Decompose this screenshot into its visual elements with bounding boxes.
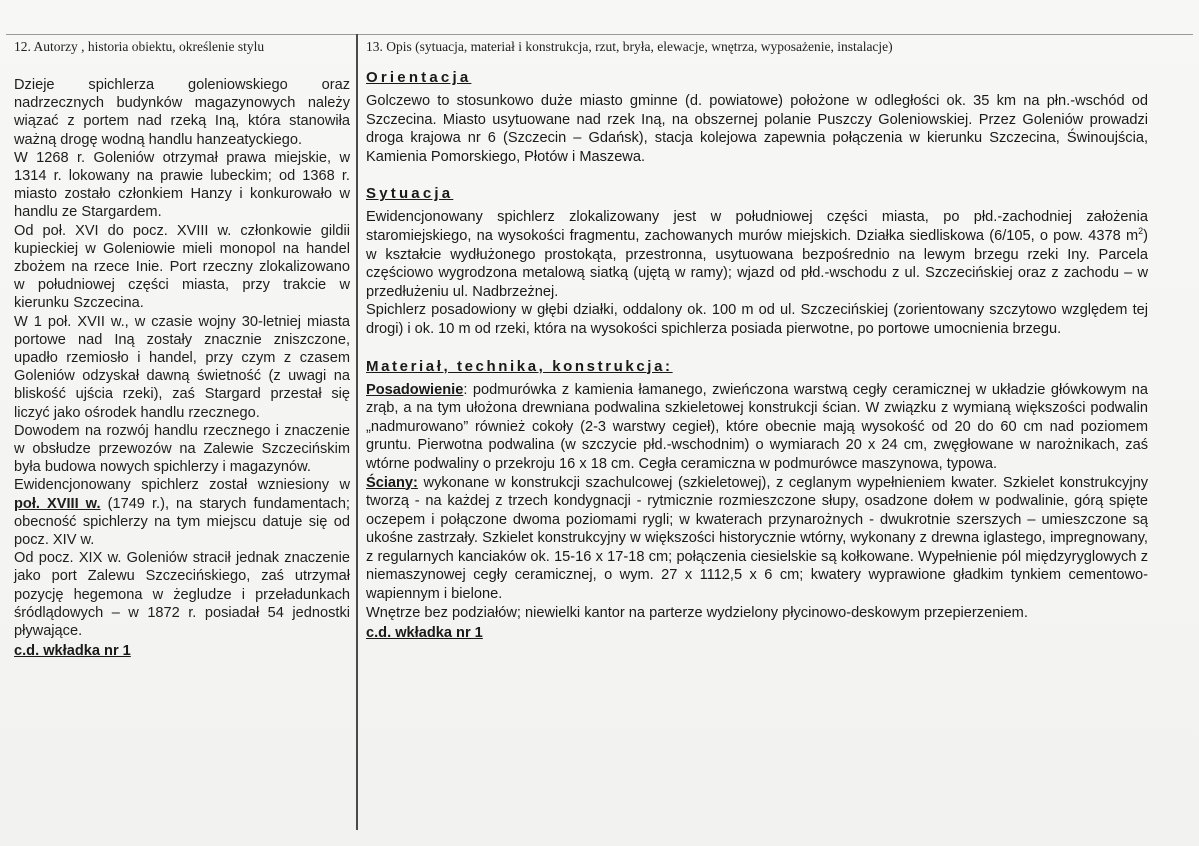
continued-note-left: c.d. wkładka nr 1 [14,643,131,660]
right-column [366,38,1148,642]
posadowienie-paragraph [366,381,1148,474]
history-paragraph: W 1 poł. XVII w., w czasie wojny 30-letniej miasta portowe nad Iną zostały znacznie zniszczone, upadło rzemiosło i handel, przy czym z czasem Goleniów odzyskał dawną świetność (z uwagi na bliskość ujścia rzeki), zaś Stargard przestał się liczyć jako ośrodek handlu rzecznego. [14,313,350,421]
top-rule [6,34,1193,35]
built-date: poł. XVIII w. [14,495,101,512]
history-paragraph: Dowodem na rozwój handlu rzecznego i znaczenie w obsłudze przewozów na Zalewie Szczecińskim była budowa nowych spichlerzy i magazynów. [14,422,350,476]
section-12-header: 12. Autorzy , historia obiektu, określenie stylu [14,39,265,54]
sytuacja-paragraph [366,208,1148,301]
sytuacja-text [366,208,1148,338]
sytuacja-post: ) w kształcie wydłużonego prostokąta, przestronna, usytuowana bezpośrednio na lewym brzegu rzeki Iny. Parcela częściowo wygrodzona metalową siatką (ujętą w ramy); wjazd od płd.-wschodu z ul. Szczecińskiej oraz z zachodu – w przedłużeniu ul. Nadbrzeżnej. [366,227,1148,300]
left-column [14,38,350,660]
history-paragraph: Dzieje spichlerza goleniowskiego oraz nadrzecznych budynków magazynowych należy wiązać z portem nad rzeką Iną, która stanowiła ważną drogę wodną handlu hanzeatyckiego. [14,77,350,148]
sciany-text: wykonane w konstrukcji szachulcowej (szkieletowej), z ceglanym wypełnieniem kwater. Szkielet konstrukcyjny tworzą - na każdej z trzech kondygnacji - rytmicznie rozmieszczone słupy, osadzone dołem w podwalinie, górą spięte oczepem i połączone dwoma poziomami rygli; w kwaterach przynarożnych - dwukrotnie szerszych – umieszczone są ukośne zastrzały. Szkielet konstrukcyjny w większości historycznie wtórny, wykonany z drewna iglastego, impregnowany, z regularnych kanciaków ok. 15-16 x 17-18 cm; połączenia ciesielskie są kołkowane. Wypełnienie pól międzyryglowych z niemaszynowej cegły ceramicznej, o wym. 27 x 1112,5 x 6 cm; kwatery wyprawione gładkim tynkiem cementowo-wapiennym i bielone. [366,474,1148,603]
material-text [366,381,1148,623]
orientacja-text: Golczewo to stosunkowo duże miasto gminne (d. powiatowe) położone w odległości ok. 35 km na płn.-wschód od Szczecina. Miasto usytuowane nad rzek Iną, na obszernej polanie Puszczy Goleniowskiej. Przez Goleniów prowadzi droga krajowa nr 6 (Szczecin – Gdańsk), stacja kolejowa zapewnia połączenia w kierunku Szczecina, Świnoujścia, Kamienia Pomorskiego, Płotów i Maszewa. [366,93,1148,165]
posadowienie-text: : podmurówka z kamienia łamanego, zwieńczona warstwą cegły ceramicznej w układzie główkowym na zrąb, a na tym ułożona drewniana podwalina szkieletowej konstrukcji ścian. W związku z wymianą większości podwalin „nadmurowano” również cokoły (2-3 warstwy cegieł), które obecnie mają wysokość od 20 do 60 cm nad poziomem gruntu. Pierwotna podwalina (w szczycie płd.-wschodnim) o wymiarach 20 x 24 cm, zwęgłowane w narożnikach, zaś wtórne podwaliny o przekroju 16 x 18 cm. Cegła ceramiczna w podmurówce maszynowa, typowa. [366,381,1148,472]
area-superscript: 2 [1138,226,1144,237]
built-pre: Ewidencjonowany spichlerz został wzniesiony w [14,477,350,494]
history-paragraph: W 1268 r. Goleniów otrzymał prawa miejskie, w 1314 r. lokowany na prawie lubeckim; od 1368 r. miasto zostało członkiem Hanzy i konkurowało w handlu ze Stargardem. [14,149,350,221]
sytuacja-title: Sytuacja [366,185,454,203]
column-divider [356,34,358,830]
history-paragraph: Od poł. XVI do pocz. XVIII w. członkowie gildii kupieckiej w Goleniowie mieli monopol na handel zbożem na rzece Inie. Port rzeczny zlokalizowano w południowej części miasta, przy trakcie w kierunku Szczecina. [14,222,350,312]
posadowienie-label: Posadowienie [366,381,464,398]
history-text [14,76,350,640]
sytuacja-pre: Ewidencjonowany spichlerz zlokalizowany jest w południowej części miasta, po płd.-zachodniej założenia staromiejskiego, na wysokości fragmentu, zachowanych murów miejskich. Działka siedliskowa (6/105, o pow. 4378 m [366,209,1148,244]
history-paragraph: Od pocz. XIX w. Goleniów stracił jednak znaczenie jako port Zalewu Szczecińskiego, zaś utrzymał pozycję hegemona w żegludze i przeładunkach śródlądowych – w 1872 r. posiadał 54 jednostki pływające. [14,550,350,640]
wnetrze-paragraph: Wnętrze bez podziałów; niewielki kantor na parterze wydzielony płycinowo-deskowym przepierzeniem. [366,604,1028,621]
sciany-paragraph [366,474,1148,604]
sciany-label: Ściany: [366,474,418,491]
history-paragraph-built [14,476,350,549]
built-post: (1749 r.), na starych fundamentach; obecność spichlerzy na tym miejscu datuje się od pocz. XIV w. [14,495,350,549]
section-13-header: 13. Opis (sytuacja, materiał i konstrukcja, rzut, bryła, elewacje, wnętrza, wyposażenie, instalacje) [366,39,893,54]
continued-note-right: c.d. wkładka nr 1 [366,625,483,642]
orientacja-title: Orientacja [366,69,472,86]
sytuacja-paragraph-2: Spichlerz posadowiony w głębi działki, oddalony ok. 100 m od ul. Szczecińskiej (zorientowany szczytowo względem tej drogi) i ok. 10 m od rzeki, która na wysokości spichlerza posiada pierwotne, po portowe umocnienia brzegu. [366,302,1148,337]
material-title: Materiał, technika, konstrukcja: [366,357,673,375]
